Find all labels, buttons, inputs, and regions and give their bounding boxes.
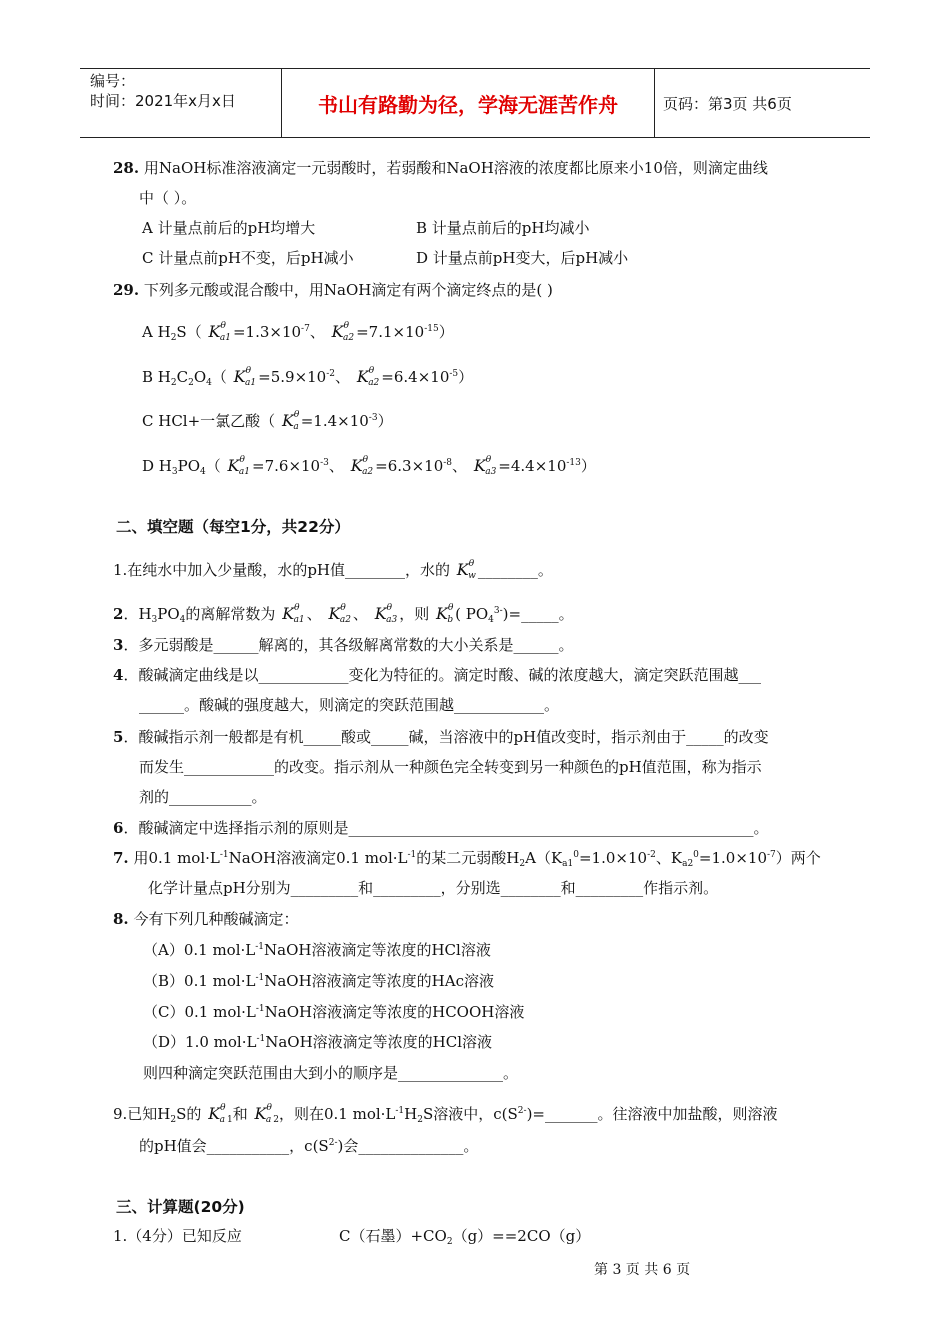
fill-9-line2: 的pH值会___________，$c(S^{2-})$会______________。 — [139, 1137, 479, 1155]
ka-symbol: $K^\theta a$ — [281, 410, 300, 432]
q29-option-b: B $H_2C_2O_4$（ $K^\theta a1 =5.9\times 10^{-2}$、 $K^\theta a2 =6.4\times 10^{-5}$） — [142, 366, 474, 388]
doc-number-label: 编号： — [90, 72, 136, 90]
fill-5-line1: 5．酸碱指示剂一般都是有机_____酸或_____碱，当溶液中的pH值改变时，指示剂由于_____的改变 — [113, 728, 769, 746]
ka2-symbol: $K^\theta a2$ — [328, 603, 351, 625]
q28-option-a: A 计量点前后的pH均增大 — [142, 219, 316, 237]
calc-1-label: 1.（4分）已知反应 — [113, 1227, 242, 1245]
fill-6: 6．酸碱滴定中选择指示剂的原则是______________________________________________________。 — [113, 819, 769, 837]
ka1-symbol: $K^\theta a1$ — [233, 366, 257, 388]
fill-8-item-d: （D）1.0 $mol\cdot L^{-1}NaOH$溶液滴定等浓度的HCl溶液 — [143, 1033, 493, 1051]
q28-number: 28. — [113, 159, 140, 177]
q29-text: 下列多元酸或混合酸中，用NaOH滴定有两个滴定终点的是( ) — [143, 281, 553, 299]
fill-8-item-a: （A）0.1 $mol\cdot L^{-1}NaOH$溶液滴定等浓度的HCl溶液 — [143, 941, 491, 959]
ka-2-symbol: $K^\theta a$ — [254, 1103, 272, 1125]
fill-8-intro: 8. 今有下列几种酸碱滴定： — [113, 910, 299, 928]
fill-9-line1: 9.已知$H_2S$的 $K^\theta a$ $_1$和 $K^\theta a$ $_2$，则在0.1 $mol\cdot L^{-1}H_2S$溶液中，$c(S^{2-})=\_\_\_\_\_\_\_$。往溶液中加盐酸，则溶液 — [113, 1103, 778, 1125]
header-page-label: 页码：第3页 共6页 — [663, 94, 792, 113]
kw-symbol: $K^\theta w$ — [456, 559, 476, 581]
q28-option-b: B 计量点前后的pH均减小 — [416, 219, 590, 237]
ka1-symbol: $K^\theta a1$ — [282, 603, 305, 625]
fill-1: 1.在纯水中加入少量酸，水的pH值________，水的 $K^\theta w$ ________。 — [113, 559, 553, 581]
fill-7-line2: 化学计量点pH分别为_________和_________，分别选________和_________作指示剂。 — [148, 879, 719, 897]
ka3-symbol: $K^\theta a3$ — [374, 603, 398, 625]
header-motto: 书山有路勤为径，学海无涯苦作舟 — [281, 69, 655, 137]
q29-line — [113, 280, 553, 300]
q28-text: 用NaOH标准溶液滴定一元弱酸时，若弱酸和NaOH溶液的浓度都比原来小10倍，则滴定曲线 — [143, 159, 768, 177]
q29-option-c: C HCl+一氯乙酸（ $K^\theta a =1.4\times 10^{-3}$） — [142, 410, 393, 432]
page-footer: 第 3 页 共 6 页 — [594, 1262, 691, 1278]
fill-8-item-c: （C）0.1 $mol\cdot L^{-1}NaOH$溶液滴定等浓度的HCOOH溶液 — [143, 1003, 525, 1021]
section-3-title: 三、计算题(20分) — [116, 1198, 245, 1216]
q28-line1 — [113, 158, 768, 178]
fill-5-line2: 而发生____________的改变。指示剂从一种颜色完全转变到另一种颜色的pH值范围，称为指示 — [139, 758, 762, 776]
ka3-symbol: $K^\theta a3$ — [473, 455, 497, 477]
section-2-title: 二、填空题（每空1分，共22分） — [116, 518, 350, 536]
ka1-symbol: $K^\theta a1$ — [208, 321, 231, 343]
q28-option-c: C 计量点前pH不变，后pH减小 — [142, 249, 354, 267]
fill-4-line2: ______。酸碱的强度越大，则滴定的突跃范围越____________。 — [139, 696, 560, 714]
q29-number: 29. — [113, 281, 140, 299]
kb-symbol: $K^\theta b$ — [435, 603, 454, 625]
doc-time-label: 时间：2021年x月x日 — [90, 92, 236, 110]
ka1-symbol: $K^\theta a1$ — [227, 455, 251, 477]
ka2-symbol: $K^\theta a2$ — [331, 321, 355, 343]
header-meta — [80, 69, 280, 137]
fill-4-line1: 4．酸碱滴定曲线是以____________变化为特征的。滴定时酸、碱的浓度越大，滴定突跃范围越___ — [113, 666, 761, 684]
ka-1-symbol: $K^\theta a$ — [208, 1103, 226, 1125]
q28-option-d: D 计量点前pH变大，后pH减小 — [416, 249, 629, 267]
calc-1-reaction: C（石墨）$+CO_2(g)==2CO(g)$ — [339, 1227, 591, 1247]
fill-8-item-b: （B）0.1 $mol\cdot L^{-1}NaOH$溶液滴定等浓度的HAc溶液 — [143, 972, 494, 990]
ka2-symbol: $K^\theta a2$ — [350, 455, 374, 477]
fill-8-conclusion: 则四种滴定突跃范围由大到小的顺序是______________。 — [143, 1064, 519, 1082]
fill-5-line3: 剂的___________。 — [139, 788, 267, 806]
q29-option-d: D $H_3PO_4$（ $K^\theta a1 =7.6\times 10^{-3}$、 $K^\theta a2 =6.3\times 10^{-8}$、 $K^\theta a3 =4.4\times 10^{-13}$） — [142, 455, 596, 477]
fill-2: 2．$H_3PO_4$的离解常数为 $K^\theta a1$ 、 $K^\theta a2$ 、 $K^\theta a3$ ，则 $K^\theta b$ ( $PO_4^{3-})=\_\_\_\_\_$。 — [113, 603, 574, 625]
fill-7-line1: 7. 用0.1 $mol\cdot L^{-1}NaOH$溶液滴定0.1 $mol\cdot L^{-1}$的某二元弱酸$H_2A(K_{a1}^0=1.0\times 10^{-2}$、$K_{a2}^0=1.0\times 10^{-7}$）两个 — [113, 849, 821, 869]
ka2-symbol: $K^\theta a2$ — [356, 366, 380, 388]
fill-3: 3．多元弱酸是______解离的，其各级解离常数的大小关系是______。 — [113, 636, 574, 654]
q28-line2: 中（ ）。 — [139, 189, 197, 207]
page-header — [80, 68, 870, 138]
q29-option-a: A $H_2S$（ $K^\theta a1 =1.3\times 10^{-7}$、 $K^\theta a2 =7.1\times 10^{-15}$） — [142, 321, 454, 343]
